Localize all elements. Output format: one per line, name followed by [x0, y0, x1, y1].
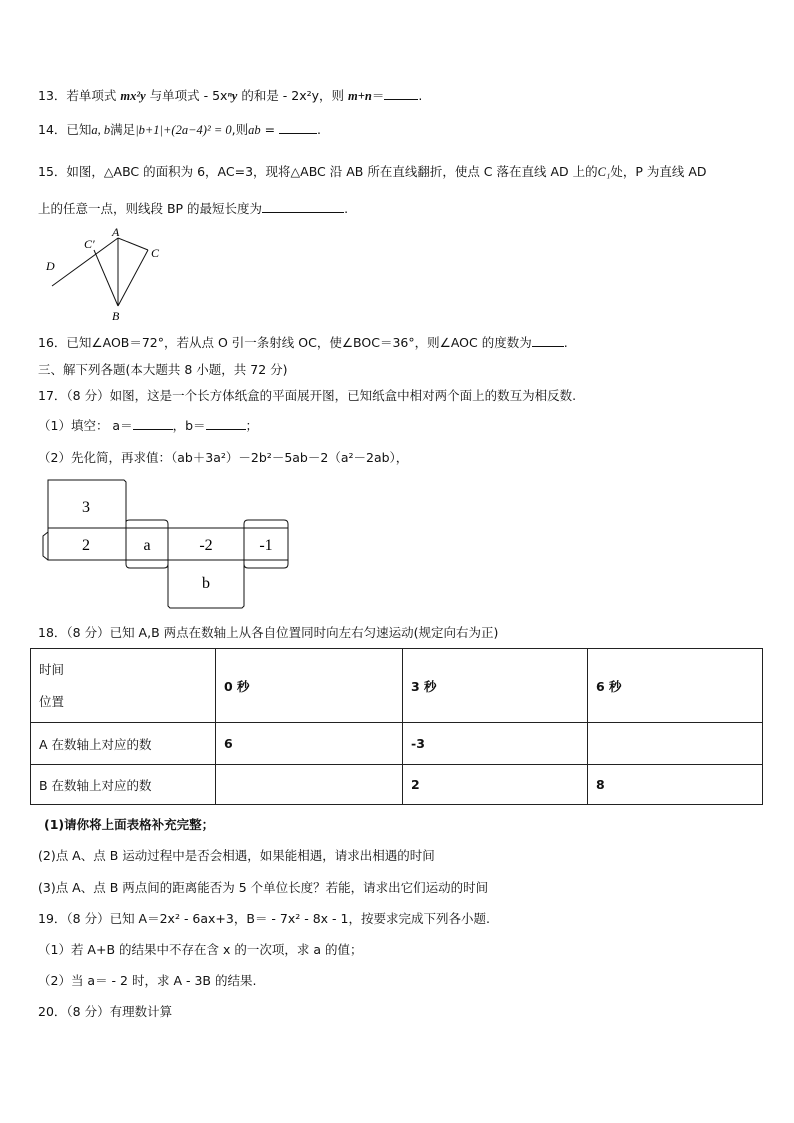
table-header-row: [31, 649, 763, 723]
equation: |b+1|+(2a−4)² = 0: [135, 123, 232, 137]
table-col-header: 6 秒: [588, 649, 763, 723]
net-face-a: a: [143, 537, 151, 554]
label-b: B: [112, 309, 120, 322]
label-c: C: [151, 246, 160, 260]
table-cell[interactable]: [216, 765, 403, 805]
segment-c-b: [118, 250, 148, 306]
answer-blank[interactable]: [262, 201, 344, 213]
table-col-header: 0 秒: [216, 649, 403, 723]
section-heading: 三、解下列各题(本大题共 8 小题，共 72 分): [38, 362, 288, 377]
question-15-line1: 15．如图，△ABC 的面积为 6，AC=3，现将△ABC 沿 AB 所在直线翻折，使点 C 落在直线 AD 上的C₁处，P 为直线 AD: [38, 164, 707, 179]
answer-blank[interactable]: [532, 335, 564, 347]
table-cell: 8: [588, 765, 763, 805]
label-c1: C′: [84, 237, 95, 251]
table-cell[interactable]: [588, 723, 763, 765]
net-face-bottom: b: [202, 575, 210, 592]
net-face-m4: -1: [259, 537, 273, 554]
question-19-part2: （2）当 a＝ - 2 时，求 A - 3B 的结果.: [38, 973, 257, 988]
question-18: 18．（8 分）已知 A,B 两点在数轴上从各自位置同时向左右匀速运动(规定向右为正): [38, 625, 499, 640]
segment-c1-b: [94, 250, 118, 306]
table-cell: 6: [216, 723, 403, 765]
label-a: A: [112, 225, 120, 239]
question-13: 13．若单项式 mx²y 与单项式 - 5xⁿy 的和是 - 2x²y，则 m+n＝ .: [38, 88, 423, 103]
label-d: D: [46, 259, 55, 273]
question-20: 20．（8 分）有理数计算: [38, 1004, 173, 1019]
motion-table: [30, 648, 763, 805]
question-14: 14．已知a, b满足|b+1|+(2a−4)² = 0,则ab = .: [38, 122, 322, 137]
table-cell: -3: [403, 723, 588, 765]
table-row: [31, 723, 763, 765]
answer-blank[interactable]: [384, 88, 418, 100]
answer-blank-b[interactable]: [206, 418, 246, 430]
question-18-part2: (2)点 A、点 B 运动过程中是否会相遇，如果能相遇，请求出相遇的时间: [38, 848, 435, 863]
table-cell: 2: [403, 765, 588, 805]
triangle-figure: [40, 224, 180, 322]
answer-blank[interactable]: [279, 122, 317, 134]
row-label: B 在数轴上对应的数: [31, 765, 216, 805]
net-face-m3: -2: [199, 537, 213, 554]
segment-a-c: [118, 238, 148, 250]
question-15-line2: 上的任意一点，则线段 BP 的最短长度为 .: [38, 201, 349, 216]
question-17-part1: （1）填空： a＝ ，b＝ ；: [38, 418, 259, 433]
question-16: 16．已知∠AOB＝72°，若从点 O 引一条射线 OC，使∠BOC＝36°，则∠AOC 的度数为 .: [38, 335, 568, 350]
question-19-part1: （1）若 A+B 的结果中不存在含 x 的一次项，求 a 的值；: [38, 942, 363, 957]
question-18-part3: (3)点 A、点 B 两点间的距离能否为 5 个单位长度？若能，请求出它们运动的时间: [38, 880, 489, 895]
answer-blank-a[interactable]: [133, 418, 173, 430]
box-net-figure: [40, 476, 300, 616]
question-19: 19．（8 分）已知 A＝2x² - 6ax+3，B＝ - 7x² - 8x - 1，按要求完成下列各小题.: [38, 911, 490, 926]
question-17-part2: （2）先化简，再求值：（ab＋3a²）－2b²－5ab－2（a²－2ab），: [38, 450, 409, 465]
table-corner: 时间 位置: [31, 649, 216, 723]
row-label: A 在数轴上对应的数: [31, 723, 216, 765]
table-row: [31, 765, 763, 805]
question-18-part1: (1)请你将上面表格补充完整；: [44, 817, 215, 832]
net-face-top: 3: [82, 499, 90, 516]
table-col-header: 3 秒: [403, 649, 588, 723]
net-face-m1: 2: [82, 537, 90, 554]
question-17: 17．（8 分）如图，这是一个长方体纸盒的平面展开图，已知纸盒中相对两个面上的数互为相反数.: [38, 388, 577, 403]
